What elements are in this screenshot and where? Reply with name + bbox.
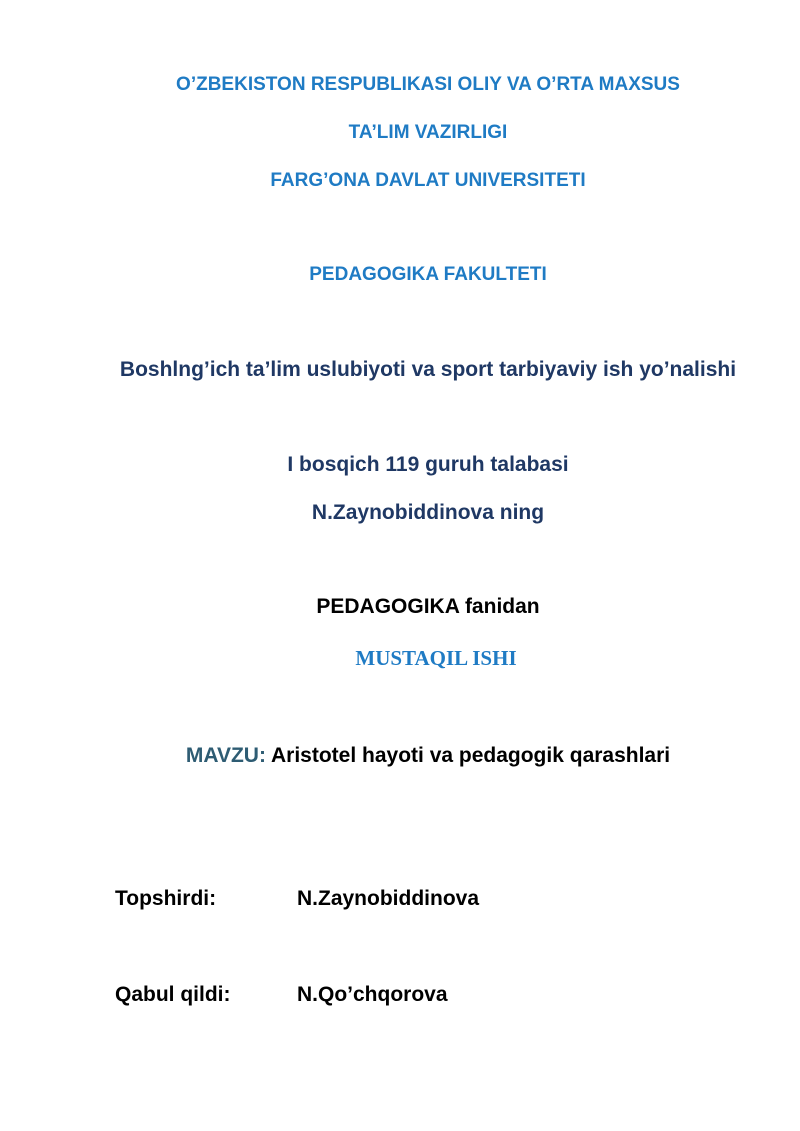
topic-line	[28, 744, 800, 768]
ministry-line-1: O’ZBEKISTON RESPUBLIKASI OLIY VA O’RTA MAXSUS	[176, 74, 680, 95]
submitted-label: Topshirdi:	[115, 887, 217, 910]
accepted-row	[115, 983, 448, 1007]
student-name: N.Zaynobiddinova ning	[311, 501, 545, 524]
ministry-line-2: TA’LIM VAZIRLIGI	[348, 122, 508, 143]
faculty-name: PEDAGOGIKA FAKULTETI	[309, 264, 547, 285]
subject-line: PEDAGOGIKA fanidan	[316, 595, 540, 618]
accepted-name: N.Qo’chqorova	[297, 983, 448, 1006]
submitted-row	[115, 887, 479, 911]
submitted-name: N.Zaynobiddinova	[297, 887, 480, 910]
university-name: FARG’ONA DAVLAT UNIVERSITETI	[270, 170, 586, 191]
student-group: I bosqich 119 guruh talabasi	[287, 453, 569, 476]
topic-label: MAVZU:	[185, 744, 266, 767]
topic-text: Aristotel hayoti va pedagogik qarashlari	[265, 744, 671, 767]
program-name: Boshlng’ich ta’lim uslubiyoti va sport tarbiyaviy ish yo’nalishi	[119, 358, 737, 381]
work-title: MUSTAQIL ISHI	[355, 646, 517, 670]
accepted-label: Qabul qildi:	[115, 983, 231, 1006]
